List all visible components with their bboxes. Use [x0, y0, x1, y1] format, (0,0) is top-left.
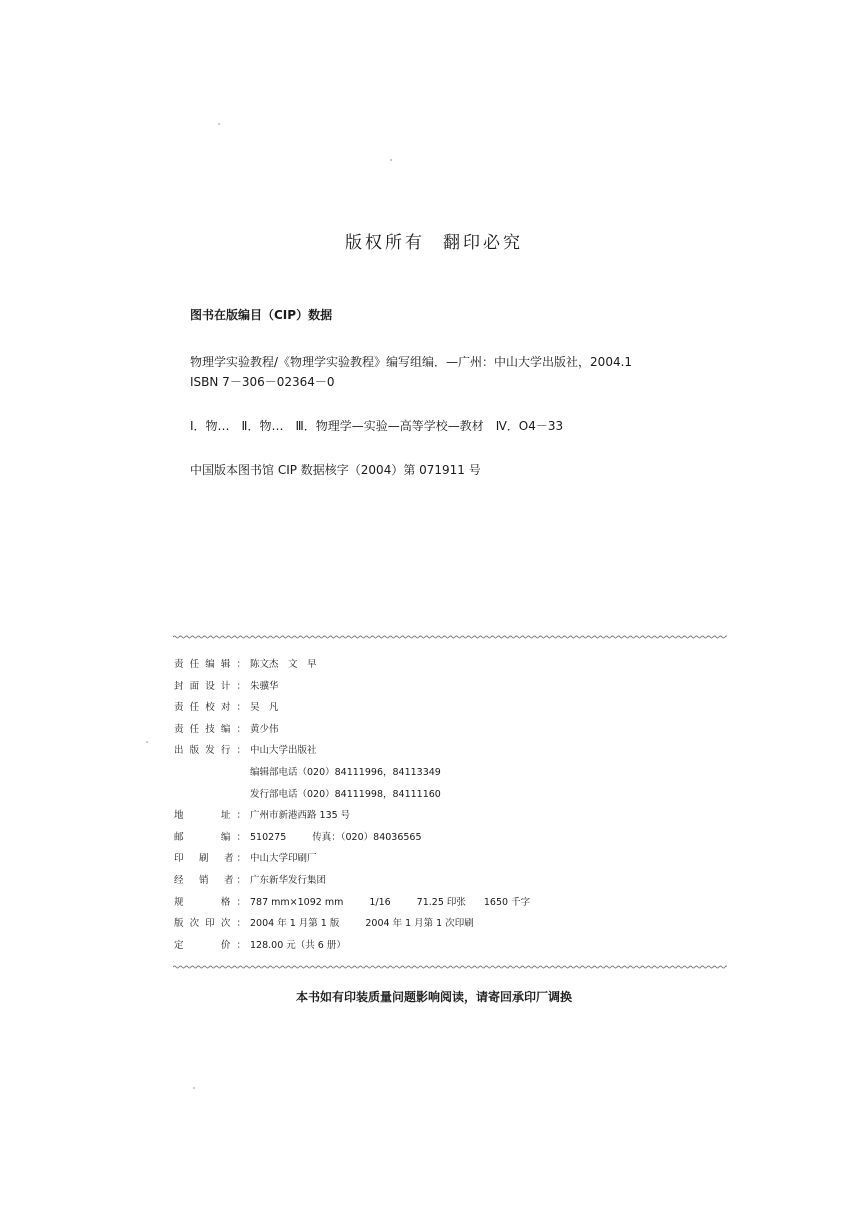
cip-record-number: 中国版本图书馆 CIP 数据核字（2004）第 071911 号 — [190, 463, 481, 477]
credit-edition — [174, 913, 734, 935]
credit-label: 责任编辑： — [174, 659, 246, 670]
credit-tech-editor — [174, 719, 734, 741]
credit-value: 510275 — [250, 831, 287, 843]
spec-size: 787 mm×1092 mm — [250, 896, 344, 908]
credit-label: 邮 编： — [174, 831, 246, 843]
credit-edit-phone: 编辑部电话（020）84111996，84113349 — [250, 766, 441, 778]
credit-label: 地 址： — [174, 810, 246, 822]
credit-value: 吴 凡 — [250, 702, 279, 714]
bottom-wavy-rule — [173, 964, 727, 970]
credit-label: 出版发行： — [174, 745, 246, 757]
cip-isbn: ISBN 7－306－02364－0 — [190, 375, 335, 389]
credit-label: 封面设计： — [174, 680, 246, 692]
spec-words: 1650 千字 — [483, 896, 531, 908]
credit-address — [174, 805, 734, 827]
credit-price — [174, 935, 734, 957]
scan-speck — [218, 123, 220, 125]
credit-label: 责任校对： — [174, 702, 246, 714]
cip-heading: 图书在版编目（CIP）数据 — [190, 308, 333, 322]
credit-specification — [174, 892, 734, 914]
credit-value: 中山大学出版社 — [250, 745, 317, 757]
credit-editor — [174, 654, 734, 676]
cip-title-line: 物理学实验教程/《物理学实验教程》编写组编．—广州：中山大学出版社，2004.1 — [190, 355, 633, 369]
credit-dist-phone: 发行部电话（020）84111998，84111160 — [250, 788, 441, 800]
scan-speck — [146, 741, 148, 743]
credit-value: 黄少伟 — [250, 723, 279, 735]
credit-label: 定 价： — [174, 939, 246, 951]
quality-notice: 本书如有印装质量问题影响阅读，请寄回承印厂调换 — [295, 990, 572, 1004]
credit-proofreader — [174, 697, 734, 719]
credit-label: 印 刷 者： — [174, 853, 246, 865]
scan-speck — [390, 159, 392, 161]
scan-speck — [193, 1087, 195, 1089]
credit-label: 版次印次： — [174, 918, 246, 930]
copyright-notice — [0, 228, 868, 253]
credits-block — [174, 654, 734, 956]
credit-label: 责任技编： — [174, 723, 246, 735]
credit-publisher — [174, 740, 734, 762]
credit-seller — [174, 870, 734, 892]
printing-value: 2004 年 1 月第 1 次印刷 — [365, 918, 474, 930]
copyright-notice-part1: 版权所有 — [345, 233, 425, 253]
copyright-notice-part2: 翻印必究 — [443, 233, 523, 253]
credit-value: 128.00 元（共 6 册） — [250, 939, 346, 951]
credit-postcode — [174, 827, 734, 849]
credit-printer — [174, 848, 734, 870]
credit-value: 中山大学印刷厂 — [250, 853, 317, 865]
credit-value: 陈文杰 文 早 — [250, 659, 317, 670]
credit-value: 广东新华发行集团 — [250, 874, 327, 886]
credit-fax: 传真：（020）84036565 — [312, 831, 422, 843]
top-wavy-rule — [173, 634, 727, 640]
credit-label: 经 销 者： — [174, 874, 246, 886]
cip-subject-line: Ⅰ．物… Ⅱ．物… Ⅲ．物理学—实验—高等学校—教材 Ⅳ．O4－33 — [190, 419, 564, 433]
spec-format: 1/16 — [369, 896, 391, 908]
credit-value: 朱骥华 — [250, 680, 279, 692]
credit-value: 广州市新港西路 135 号 — [250, 810, 351, 822]
edition-value: 2004 年 1 月第 1 版 — [250, 918, 340, 930]
credit-label: 规 格： — [174, 896, 246, 908]
spec-sheets: 71.25 印张 — [416, 896, 466, 908]
credit-cover-design — [174, 676, 734, 698]
